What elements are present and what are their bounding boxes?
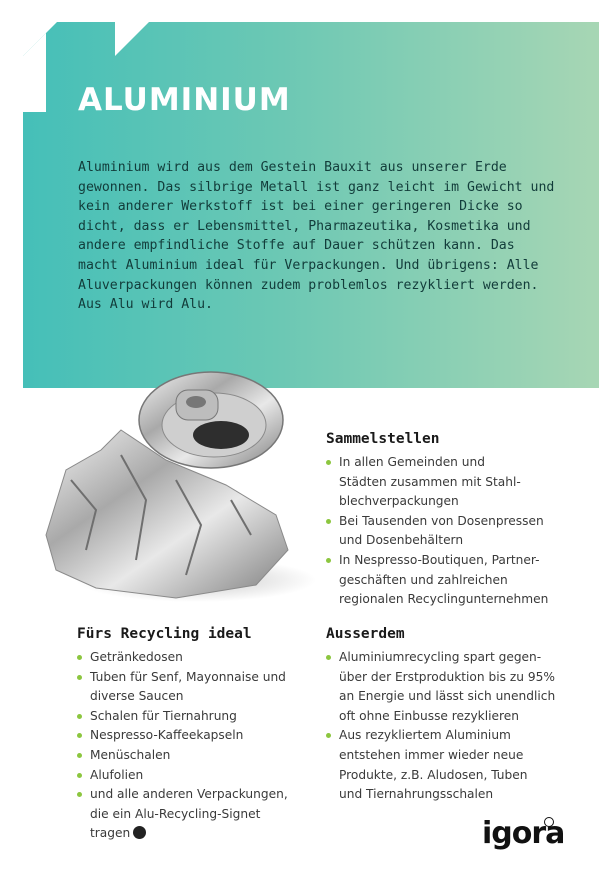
list-item	[77, 746, 327, 766]
item-line: entstehen immer wieder neue	[339, 747, 524, 762]
item-line: Bei Tausenden von Dosenpressen	[339, 513, 544, 528]
item-line: und Tiernahrungsschalen	[339, 787, 494, 802]
bullet-icon	[326, 460, 331, 465]
bullet-icon	[326, 733, 331, 738]
ausserdem-section	[326, 626, 576, 805]
bullet-list	[77, 648, 327, 844]
item-line: Tuben für Senf, Mayonnaise und	[90, 669, 286, 684]
intro-line: andere empfindliche Stoffe auf Dauer schützen kann. Das	[78, 238, 515, 254]
item-line: blechverpackungen	[339, 494, 459, 509]
list-item	[77, 707, 327, 727]
sammelstellen-section	[326, 431, 576, 610]
list-item	[326, 512, 576, 551]
bullet-icon	[77, 655, 82, 660]
bullet-list	[326, 648, 576, 805]
list-item	[77, 668, 327, 707]
item-line: Alufolien	[90, 767, 144, 782]
item-line: In Nespresso-Boutiquen, Partner-	[339, 552, 540, 567]
list-item	[77, 726, 327, 746]
item-line: Aluminiumrecycling spart gegen-	[339, 650, 542, 664]
section-heading: Sammelstellen	[326, 431, 440, 447]
bullet-icon	[326, 519, 331, 524]
item-line: und alle anderen Verpackungen,	[90, 787, 288, 802]
bullet-icon	[77, 753, 82, 758]
list-item	[326, 726, 576, 804]
list-item	[77, 648, 327, 668]
bullet-icon	[77, 714, 82, 719]
intro-line: dicht, dass er Lebensmittel, Pharmazeutika, Kosmetika und	[78, 218, 531, 234]
recycling-section	[77, 626, 327, 844]
bullet-icon	[77, 792, 82, 797]
list-item	[326, 551, 576, 610]
crushed-can-image	[26, 360, 316, 610]
item-line: oft ohne Einbusse rezyklieren	[339, 708, 519, 723]
bullet-list	[326, 453, 576, 610]
intro-line: macht Aluminium ideal für Verpackungen. Und übrigens: Alle	[78, 257, 539, 273]
logo-mark-icon	[544, 817, 554, 827]
item-line: Aus rezykliertem Aluminium	[339, 728, 511, 743]
intro-line: Aluminium wird aus dem Gestein Bauxit aus unserer Erde	[78, 160, 507, 175]
list-item	[77, 766, 327, 786]
item-line: geschäften und zahlreichen	[339, 572, 508, 587]
bullet-icon	[77, 675, 82, 680]
bullet-icon	[77, 773, 82, 778]
section-heading: Ausserdem	[326, 626, 405, 642]
list-item	[326, 648, 576, 726]
item-line: und Dosenbehältern	[339, 533, 464, 548]
bullet-icon	[326, 655, 331, 660]
alu-recycling-signet-icon	[133, 826, 146, 839]
list-item	[326, 453, 576, 512]
item-line: In allen Gemeinden und	[339, 455, 485, 469]
item-line: Nespresso-Kaffeekapseln	[90, 728, 244, 743]
item-line: die ein Alu-Recycling-Signet	[90, 806, 261, 821]
item-line: Produkte, z.B. Aludosen, Tuben	[339, 767, 528, 782]
item-line: regionalen Recyclingunternehmen	[339, 592, 549, 607]
page-title: ALUMINIUM	[78, 82, 291, 118]
igora-logo: igora	[482, 816, 565, 851]
intro-line: kein anderer Werkstoff ist bei einer geringeren Dicke so	[78, 199, 523, 215]
item-line: an Energie und lässt sich unendlich	[339, 689, 556, 704]
intro-line: Aluverpackungen können zudem problemlos rezykliert werden.	[78, 277, 539, 293]
item-line: Getränkedosen	[90, 650, 183, 664]
list-item	[77, 785, 327, 844]
item-line: Schalen für Tiernahrung	[90, 708, 237, 723]
section-heading: Fürs Recycling ideal	[77, 626, 252, 642]
intro-line: gewonnen. Das silbrige Metall ist ganz leicht im Gewicht und	[78, 179, 555, 195]
intro-line: Aus Alu wird Alu.	[78, 297, 213, 313]
item-line: über der Erstproduktion bis zu 95%	[339, 669, 555, 684]
item-line: Städten zusammen mit Stahl-	[339, 474, 521, 489]
item-line: diverse Saucen	[90, 689, 184, 704]
bullet-icon	[326, 558, 331, 563]
intro-paragraph	[78, 158, 568, 315]
bullet-icon	[77, 733, 82, 738]
item-line: Menüschalen	[90, 747, 171, 762]
item-line: tragen	[90, 826, 131, 841]
